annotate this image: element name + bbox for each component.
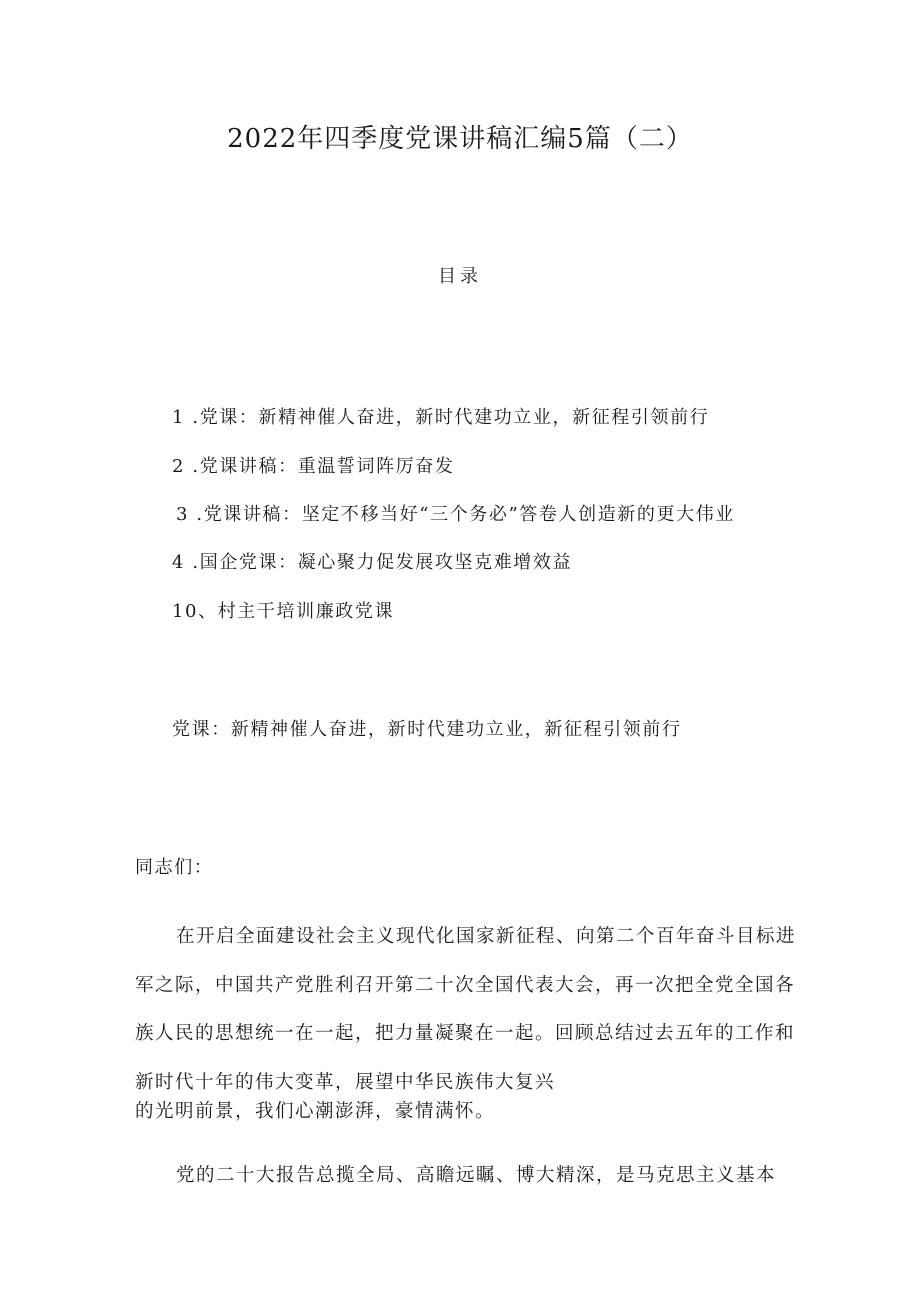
paragraph-line: 军之际，中国共产党胜利召开第二十次全国代表大会，再一次把全党全国各 xyxy=(135,975,796,996)
salutation: 同志们： xyxy=(135,857,214,878)
paragraph-line: 的光明前景，我们心潮澎湃，豪情满怀。 xyxy=(135,1101,496,1122)
paragraph-line: 新时代十年的伟大变革，展望中华民族伟大复兴 xyxy=(135,1072,556,1093)
paragraph-line: 在开启全面建设社会主义现代化国家新征程、向第二个百年奋斗目标进 xyxy=(176,926,797,947)
toc-item: 1 .党课：新精神催人奋进，新时代建功立业，新征程引领前行 xyxy=(172,407,710,428)
document-title: 2022年四季度党课讲稿汇编5篇（二） xyxy=(227,124,693,154)
toc-item: 3 .党课讲稿：坚定不移当好“三个务必”答卷人创造新的更大伟业 xyxy=(176,504,735,525)
section-title: 党课：新精神催人奋进，新时代建功立业，新征程引领前行 xyxy=(172,719,682,740)
toc-heading: 目录 xyxy=(438,266,482,287)
toc-item: 10、村主干培训廉政党课 xyxy=(172,601,395,622)
toc-item: 4 .国企党课：凝心聚力促发展攻坚克难增效益 xyxy=(172,552,573,573)
toc-item: 2 .党课讲稿：重温誓词阵厉奋发 xyxy=(172,456,455,477)
paragraph-line: 族人民的思想统一在一起，把力量凝聚在一起。回顾总结过去五年的工作和 xyxy=(135,1023,796,1044)
paragraph-line: 党的二十大报告总揽全局、高瞻远瞩、博大精深，是马克思主义基本 xyxy=(176,1165,777,1186)
